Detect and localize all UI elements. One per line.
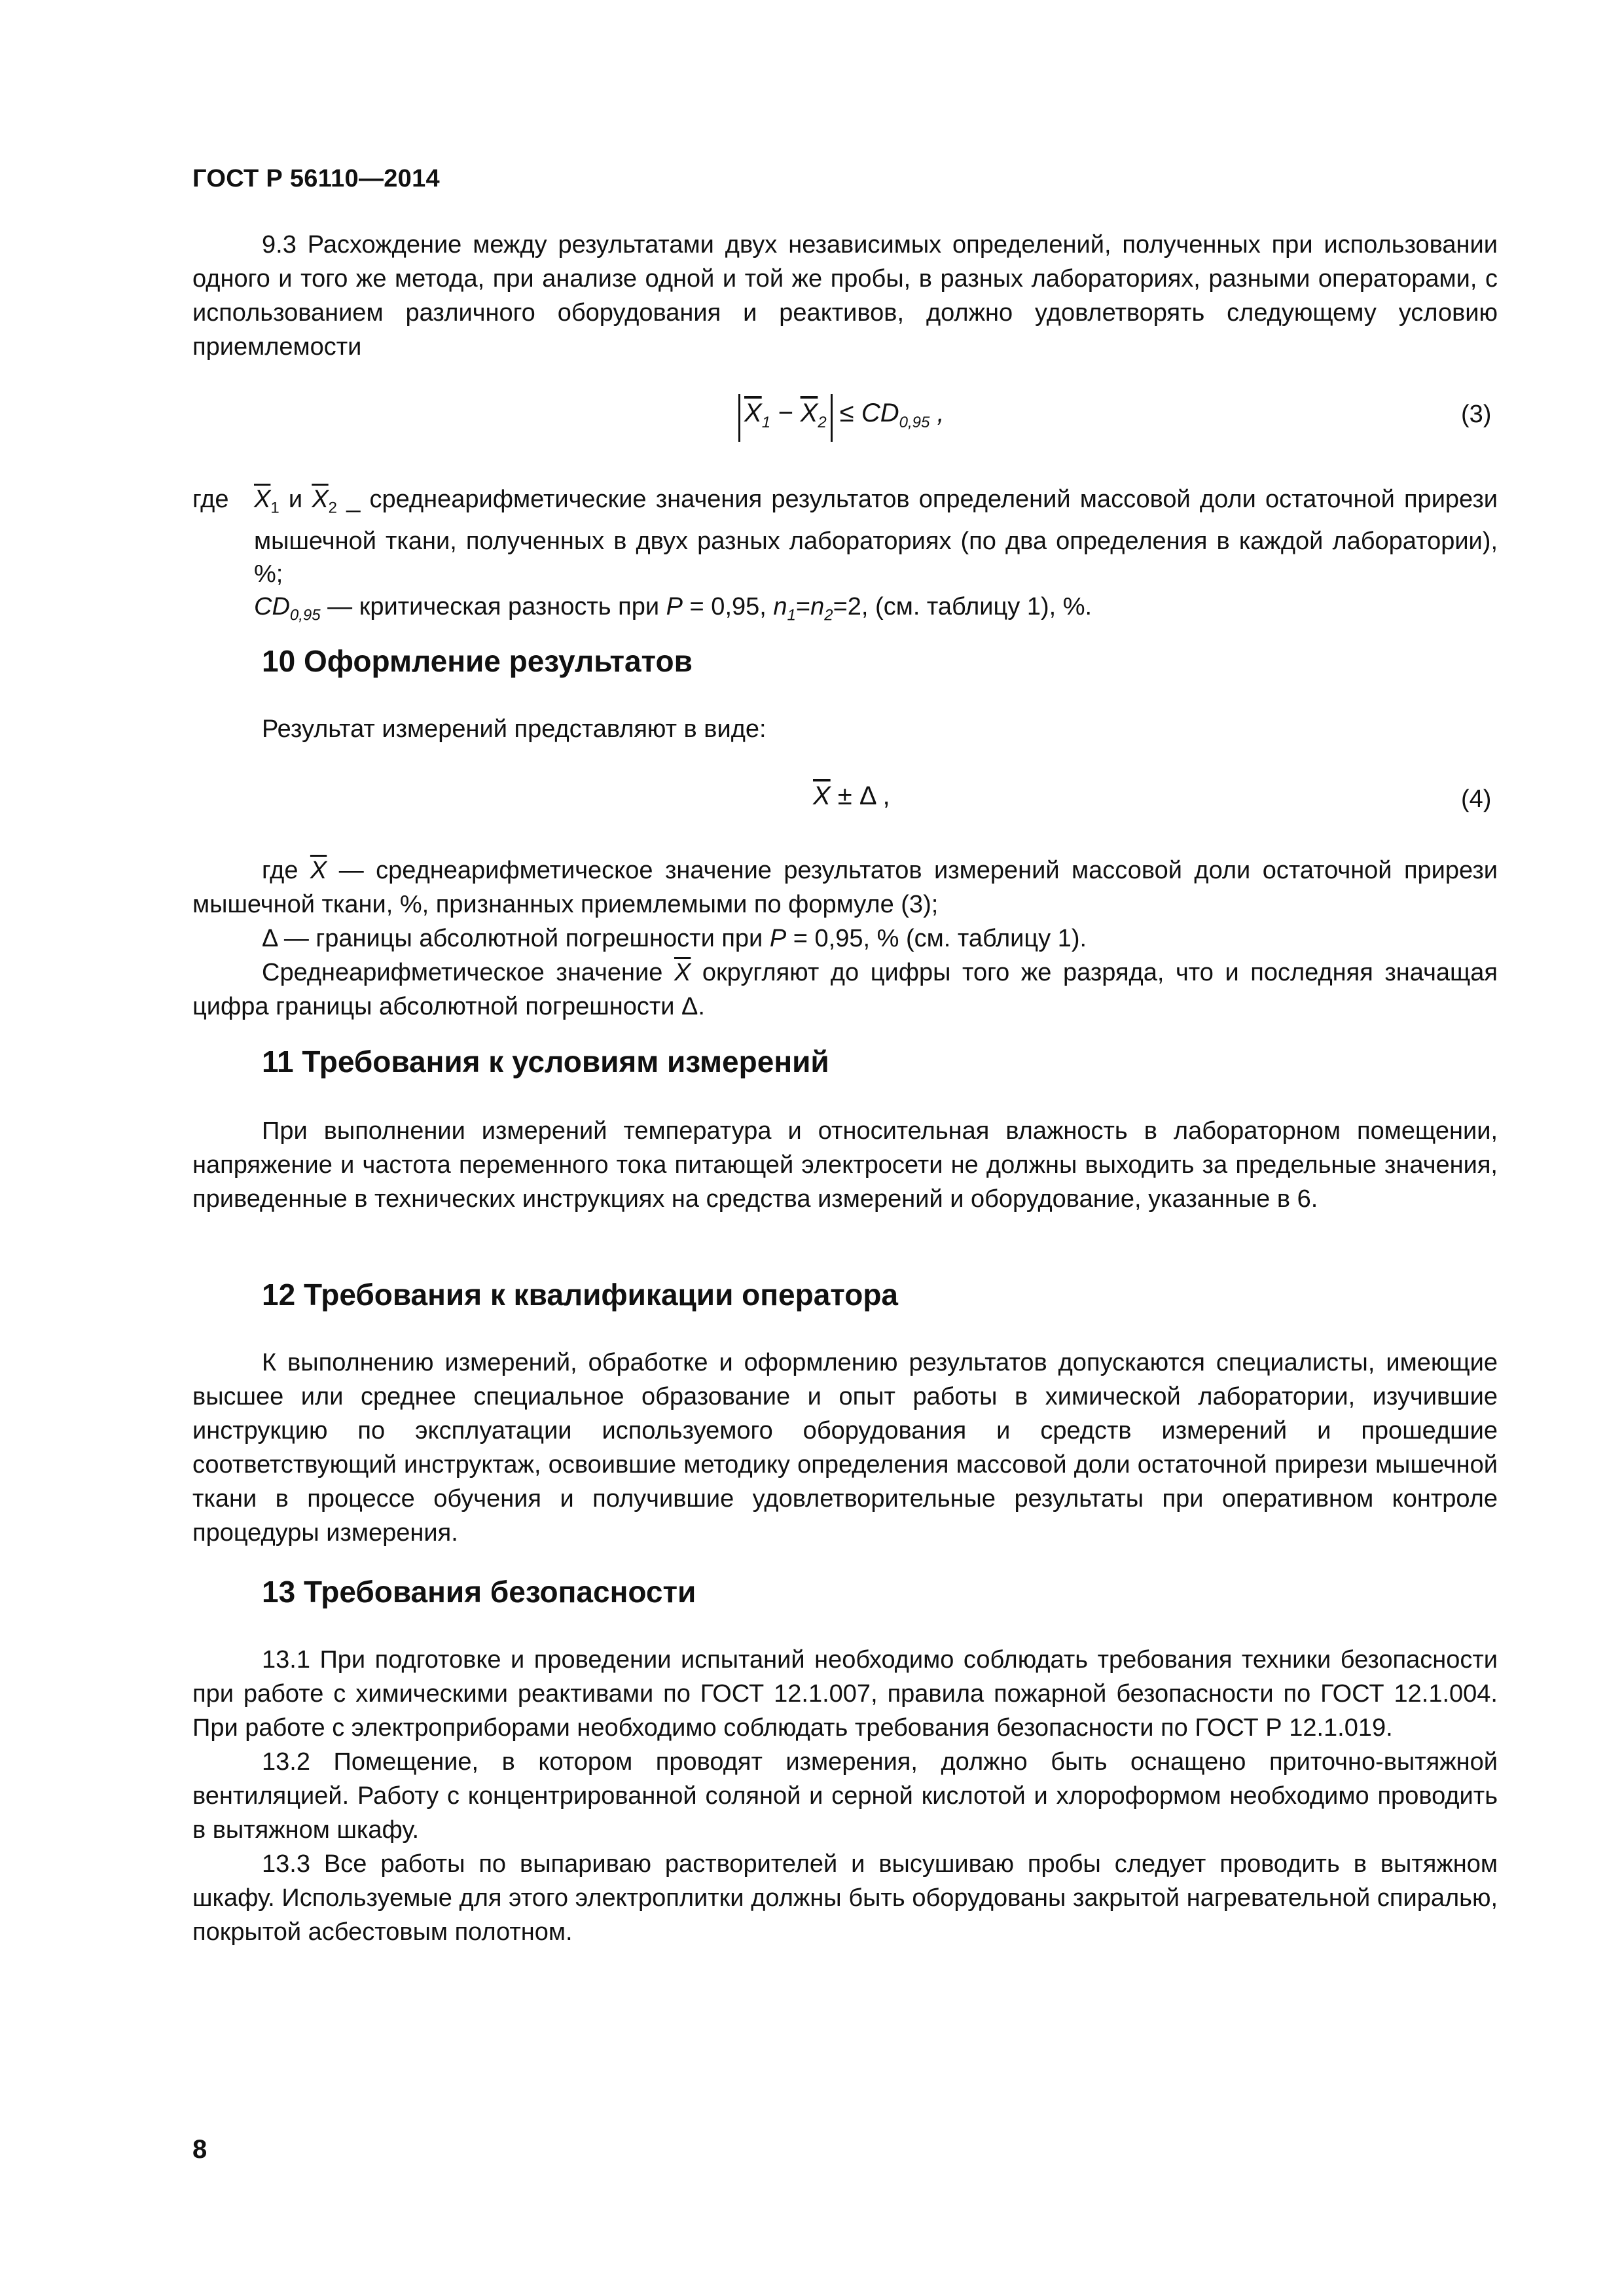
cd-n2-sub: 2 <box>824 606 833 624</box>
cd-label: CD <box>254 592 290 620</box>
section-12-body <box>192 1346 1498 1550</box>
formula-4-number: (4) <box>1461 785 1492 813</box>
section-13-body <box>192 1643 1498 1949</box>
cd-subscript: 0,95 <box>899 414 930 431</box>
paragraph-9-3-text: 9.3 Расхождение между результатами двух независимых определений, полученных при использовании одного и того же метода, при анализе одной и той же пробы, в разных лабораториях, разными операторами, с использованием различного оборудования и реактивов, должно удовлетворять следующему условию приемлемости <box>192 231 1498 361</box>
where-4-text: — среднеарифметическое значение результатов измерений массовой доли остаточной прирези мышечной ткани, %, признанных приемлемыми по формуле (3); <box>192 857 1498 918</box>
leq-cd: ≤ CD <box>832 399 899 427</box>
round-text-2: округляют до цифры того же разряда, что и последняя значащая цифра границы абсолютной погрешности Δ. <box>192 959 1498 1020</box>
cd-label-sub: 0,95 <box>289 606 321 624</box>
minus-sign: − <box>770 399 801 427</box>
delta-text-2: = 0,95, % (см. таблицу 1). <box>786 925 1087 952</box>
rounding-text <box>192 956 1498 1024</box>
x-mean-symbol: $\overline{X}$ <box>813 781 831 810</box>
standard-code: ГОСТ Р 56110—2014 <box>192 165 440 192</box>
section-10-intro-text: Результат измерений представляют в виде: <box>262 715 767 743</box>
where-x-text <box>192 853 1498 922</box>
section-13-2-text: 13.2 Помещение, в котором проводят измерения, должно быть оснащено приточно-вытяжной вентиляцией. Работу с концентрированной соляной и серной кислотой и хлороформом необходимо проводить в вытяжном шкафу. <box>192 1748 1498 1844</box>
round-text-1: Среднеарифметическое значение <box>262 959 674 986</box>
page-number: 8 <box>192 2135 208 2164</box>
cd-p: P <box>666 592 683 620</box>
cd-text3: =2, (см. таблицу 1), %. <box>833 592 1092 620</box>
formula-4 <box>813 781 890 811</box>
section-13-3-text: 13.3 Все работы по выпариваю растворителей и высушиваю пробы следует проводить в вытяжном шкафу. Используемые для этого электроплитки должны быть оборудованы закрытой нагревательной спиралью, покрытой асбестовым полотном. <box>192 1850 1498 1946</box>
x2-subscript: 2 <box>818 414 827 431</box>
section-12-heading: 12 Требования к квалификации оператора <box>262 1278 898 1312</box>
cd-text2: = 0,95, <box>683 592 774 620</box>
formula-3-number: (3) <box>1461 401 1492 428</box>
section-10-heading: 10 Оформление результатов <box>262 644 693 678</box>
cd-text: — критическая разность при <box>320 592 666 620</box>
delta-text-1: Δ — границы абсолютной погрешности при <box>262 925 770 952</box>
plus-minus-delta: ± Δ , <box>830 781 890 810</box>
section-11-text: При выполнении измерений температура и относительная влажность в лабораторном помещении, напряжение и частота переменного тока питающей электросети не должны выходить за предельные значения, приведенные в технических инструкциях на средства измерений и оборудование, указанные в 6. <box>192 1117 1498 1213</box>
paragraph-9-3 <box>192 228 1498 364</box>
where-x1: $\overline{X}$ <box>254 486 271 513</box>
where-3-description: _ среднеарифметические значения результатов определений массовой доли остаточной прирези мышечной ткани, полученных в двух разных лабораториях (по два определения в каждой лаборатории), %; <box>254 486 1498 588</box>
section-12-text: К выполнению измерений, обработке и оформлению результатов допускаются специалисты, имеющие высшее или среднее специальное образование и опыт работы в химической лаборатории, изучившие инструкцию по эксплуатации используемого оборудования и средств измерений и прошедшие соответствующий инструктаж, освоившие методику определения массовой доли остаточной прирези мышечной ткани в процессе обучения и получившие удовлетворительные результаты при оперативном контроле процедуры измерения. <box>192 1349 1498 1547</box>
where-x1-sub: 1 <box>270 499 280 517</box>
delta-p: P <box>769 925 787 952</box>
x2-symbol: $\overline{X}$ <box>800 399 818 427</box>
section-10-where <box>192 853 1498 1024</box>
cd-n2: n <box>810 592 825 620</box>
x1-symbol: $\overline{X}$ <box>744 399 762 427</box>
section-10-intro <box>192 712 1498 746</box>
where-4-prefix: где <box>262 857 310 884</box>
where-x2: $\overline{X}$ <box>312 486 329 513</box>
abs-difference <box>738 394 833 442</box>
x1-subscript: 1 <box>761 414 771 431</box>
where-block-3 <box>192 483 1498 632</box>
where-x2-sub: 2 <box>328 499 338 517</box>
cd-n1-sub: 1 <box>787 606 796 624</box>
where-and: и <box>279 486 312 513</box>
round-x: $\overline{X}$ <box>674 959 691 986</box>
section-13-heading: 13 Требования безопасности <box>262 1575 696 1609</box>
formula-3 <box>738 394 945 442</box>
section-13-1-text: 13.1 При подготовке и проведении испытаний необходимо соблюдать требования техники безопасности при работе с химическими реактивами по ГОСТ 12.1.007, правила пожарной безопасности по ГОСТ 12.1.004. При работе с электроприборами необходимо соблюдать требования безопасности по ГОСТ Р 12.1.019. <box>192 1646 1498 1742</box>
section-11-body <box>192 1114 1498 1216</box>
where-3-text <box>254 483 1498 632</box>
delta-text <box>192 922 1498 956</box>
cd-eq: = <box>795 592 811 620</box>
formula-3-tail: , <box>929 399 945 427</box>
section-11-heading: 11 Требования к условиям измерений <box>262 1045 829 1079</box>
where-4-x: $\overline{X}$ <box>310 857 327 884</box>
cd-n1: n <box>773 592 787 620</box>
where-prefix: где <box>192 486 229 513</box>
